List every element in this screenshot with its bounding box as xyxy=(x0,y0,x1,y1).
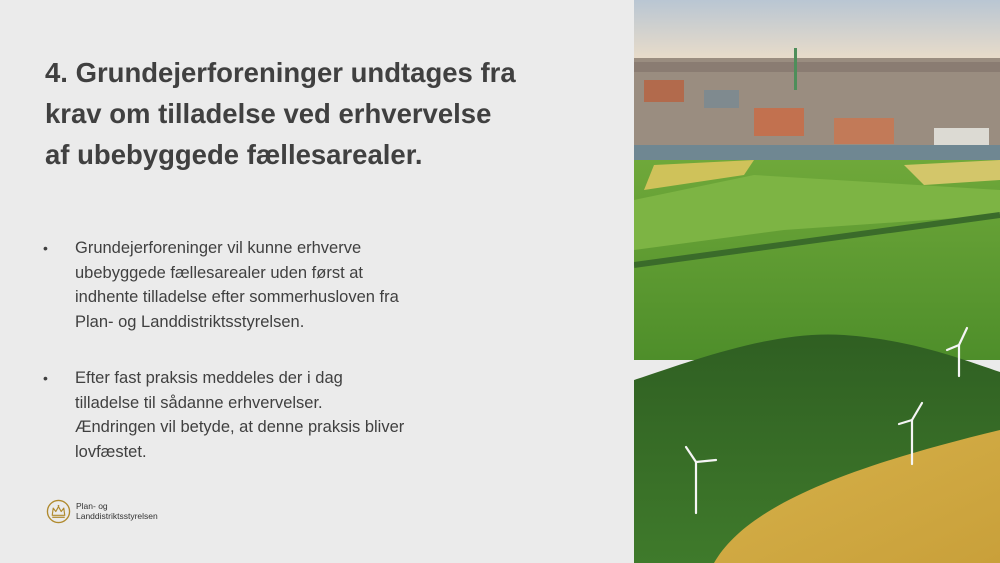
bullet-marker: • xyxy=(43,370,48,386)
bullet-line: ubebyggede fællesarealer uden først at xyxy=(75,263,364,282)
bullet-line: Efter fast praksis meddeles der i dag xyxy=(75,369,343,387)
bullet-item xyxy=(40,366,460,464)
logo-wordmark xyxy=(76,501,158,521)
title-line: af ubebyggede fællesarealer. xyxy=(45,139,423,170)
bullet-item xyxy=(40,236,460,334)
bullet-line: Grundejerforeninger vil kunne erhverve xyxy=(75,239,362,257)
bullet-line: Plan- og Landdistriktsstyrelsen. xyxy=(75,312,305,331)
bullet-line: tilladelse til sådanne erhvervelser. xyxy=(75,393,323,412)
bullet-marker: • xyxy=(43,240,48,256)
logo-line: Plan- og xyxy=(76,501,108,511)
agency-logo xyxy=(46,497,158,525)
title-line: 4. Grundejerforeninger undtages fra xyxy=(45,57,516,88)
crown-icon xyxy=(46,499,71,524)
landscape-photo xyxy=(634,0,1000,563)
slide-title xyxy=(45,52,585,175)
bullet-line: Ændringen vil betyde, at denne praksis bliver xyxy=(75,418,405,436)
bullet-line: indhente tilladelse efter sommerhusloven fra xyxy=(75,288,399,306)
bullet-line: lovfæstet. xyxy=(75,442,147,461)
logo-line: Landdistriktsstyrelsen xyxy=(76,511,158,521)
bullet-list xyxy=(40,236,460,496)
title-line: krav om tilladelse ved erhvervelse xyxy=(45,98,492,129)
